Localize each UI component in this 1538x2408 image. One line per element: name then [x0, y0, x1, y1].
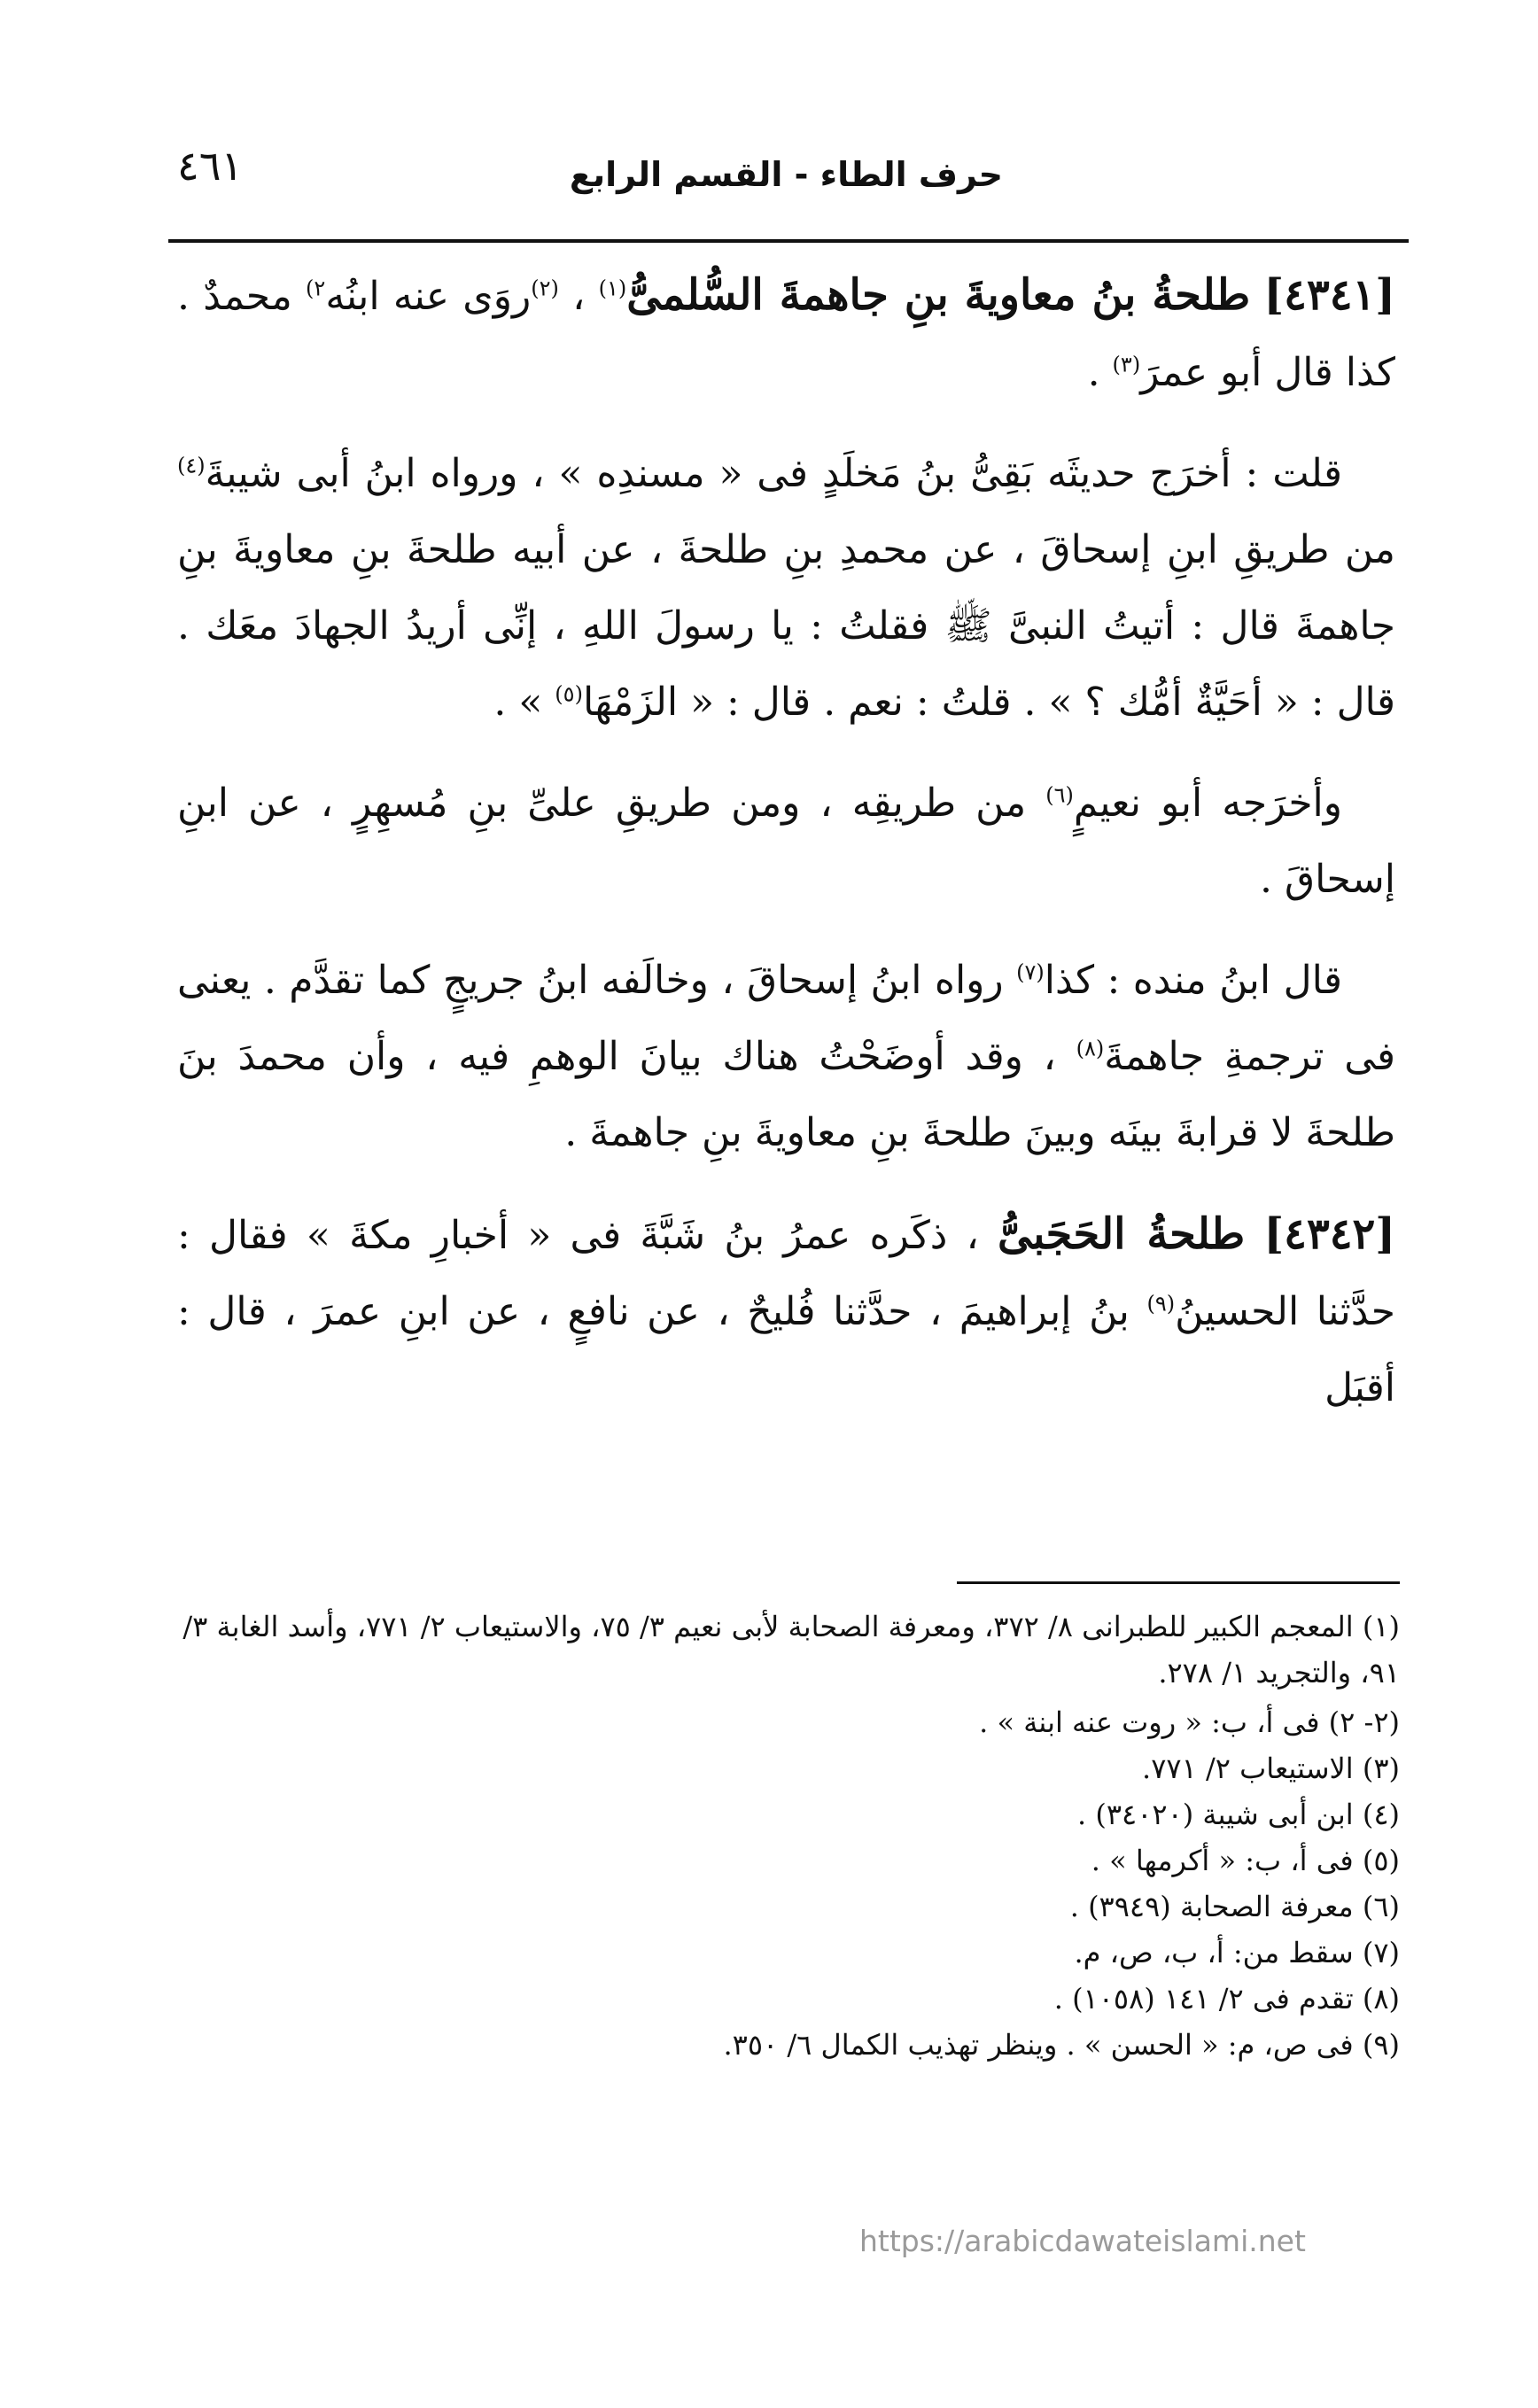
entry-text-end: .	[1087, 350, 1113, 395]
footnote-ref-9: (٩)	[1146, 1291, 1176, 1317]
running-title: حرف الطاء - القسم الرابع	[569, 155, 1004, 194]
separator: ،	[558, 274, 599, 319]
footnote-2: (٢- ٢) فى أ، ب: « روت عنه ابنة » .	[979, 1705, 1400, 1739]
paragraph-3-text-a: وأخرَجه أبو نعيمٍ	[1073, 781, 1342, 826]
footnote-ref-6: (٦)	[1045, 782, 1074, 808]
paragraph-2-text-c: » .	[493, 680, 555, 725]
footnote-ref-2b: ٢)	[306, 276, 326, 301]
header-rule	[168, 239, 1409, 243]
page-header	[168, 133, 1404, 204]
entry-name: طلحةُ بنُ معاويةَ بنِ جاهمةَ السُّلمىُّ	[626, 270, 1251, 320]
paragraph-4-text-a: قال ابنُ منده : كذا	[1044, 958, 1343, 1003]
paragraph-3	[177, 765, 1395, 918]
paragraph-2-text-b: من طريقِ ابنِ إسحاقَ ، عن محمدِ بنِ طلحةَ ، عن أبيه طلحةَ بنِ معاويةَ بنِ جاهمةَ قال : أتيتُ النبىَّ ﷺ فقلتُ : يا رسولَ اللهِ ، إنِّى أريدُ الجهادَ معَك . قال : « أحَيَّةٌ أمُّك ؟ » . قلتُ : نعم . قال : « الزَمْهَا	[177, 527, 1395, 725]
entry-4341	[177, 257, 1395, 411]
footnote-3: (٣) الاستيعاب ٢/ ٧٧١.	[1142, 1752, 1400, 1785]
watermark-url: https://arabicdawateislami.net	[859, 2224, 1306, 2258]
footnote-rule	[957, 1581, 1400, 1584]
footnote-ref-3: (٣)	[1112, 352, 1141, 377]
entry-number-2: [٤٣٤٢]	[1263, 1209, 1395, 1259]
footnote-ref-2a: (٢)	[531, 276, 559, 301]
paragraph-2	[177, 436, 1395, 741]
footnote-7: (٧) سقط من: أ، ب، ص، م.	[1074, 1936, 1400, 1969]
footnote-5: (٥) فى أ، ب: « أكرمها » .	[1091, 1844, 1400, 1877]
footnote-ref-1: (١)	[598, 276, 627, 301]
footnote-ref-7: (٧)	[1016, 959, 1045, 985]
footnote-4: (٤) ابن أبى شيبة (٣٤٠٢٠) .	[1077, 1798, 1400, 1831]
footnote-ref-4: (٤)	[177, 453, 206, 478]
entry-2-text-b: بنُ إبراهيمَ ، حدَّثنا فُليحٌ ، عن نافعٍ ، عن ابنِ عمرَ ، قال : أقبَل	[177, 1289, 1395, 1410]
paragraph-4	[177, 943, 1395, 1171]
entry-number: [٤٣٤١]	[1263, 270, 1395, 320]
paragraph-3-text-b: من طريقِه ، ومن طريقِ علىِّ بنِ مُسهِرٍ ، عن ابنِ إسحاقَ .	[177, 781, 1395, 902]
paragraph-4-text-b: رواه ابنُ إسحاقَ ، وخالَفه ابنُ جريجٍ كما تقدَّم . يعنى فى ترجمةِ جاهمةَ	[177, 958, 1395, 1079]
entry-2-text-a: ، ذكَره عمرُ بنُ شَبَّةَ فى « أخبارِ مكةَ » فقال : حدَّثنا الحسينُ	[177, 1213, 1395, 1334]
footnote-8: (٨) تقدم فى ٢/ ١٤١ (١٠٥٨) .	[1053, 1982, 1400, 2016]
entry-4342	[177, 1196, 1395, 1426]
paragraph-4-text-c: ، وقد أوضَحْتُ هناك بيانَ الوهمِ فيه ، وأن محمدَ بنَ طلحةَ لا قرابةَ بينَه وبينَ طلحةَ بنِ معاويةَ بنِ جاهمةَ .	[177, 1034, 1395, 1155]
footnote-6: (٦) معرفة الصحابة (٣٩٤٩) .	[1069, 1890, 1400, 1923]
footnote-ref-8: (٨)	[1076, 1036, 1105, 1061]
entry-text-2: محمدٌ . كذا قال أبو عمرَ	[177, 274, 1395, 395]
footnote-9: (٩) فى ص، م: « الحسن » . وينظر تهذيب الكمال ٦/ ٣٥٠.	[723, 2028, 1400, 2062]
entry-name-2: طلحةُ الحَجَبىُّ	[998, 1209, 1246, 1259]
main-text	[177, 257, 1395, 1451]
paragraph-2-text-a: قلت : أخرَج حديثَه بَقِىُّ بنُ مَخلَدٍ فى « مسندِه » ، ورواه ابنُ أبى شيبةَ	[205, 451, 1342, 496]
footnote-1: (١) المعجم الكبير للطبرانى ٨/ ٣٧٢، ومعرفة الصحابة لأبى نعيم ٣/ ٧٥، والاستيعاب ٢/ ٧٧١، وأسد الغابة ٣/ ٩١، والتجريد ١/ ٢٧٨.	[183, 1610, 1400, 1689]
entry-text: روَى عنه ابنُه	[325, 274, 532, 319]
footnotes	[177, 1604, 1400, 2068]
footnote-ref-5: (٥)	[555, 681, 583, 707]
page-number: ٤٦١	[177, 142, 244, 190]
